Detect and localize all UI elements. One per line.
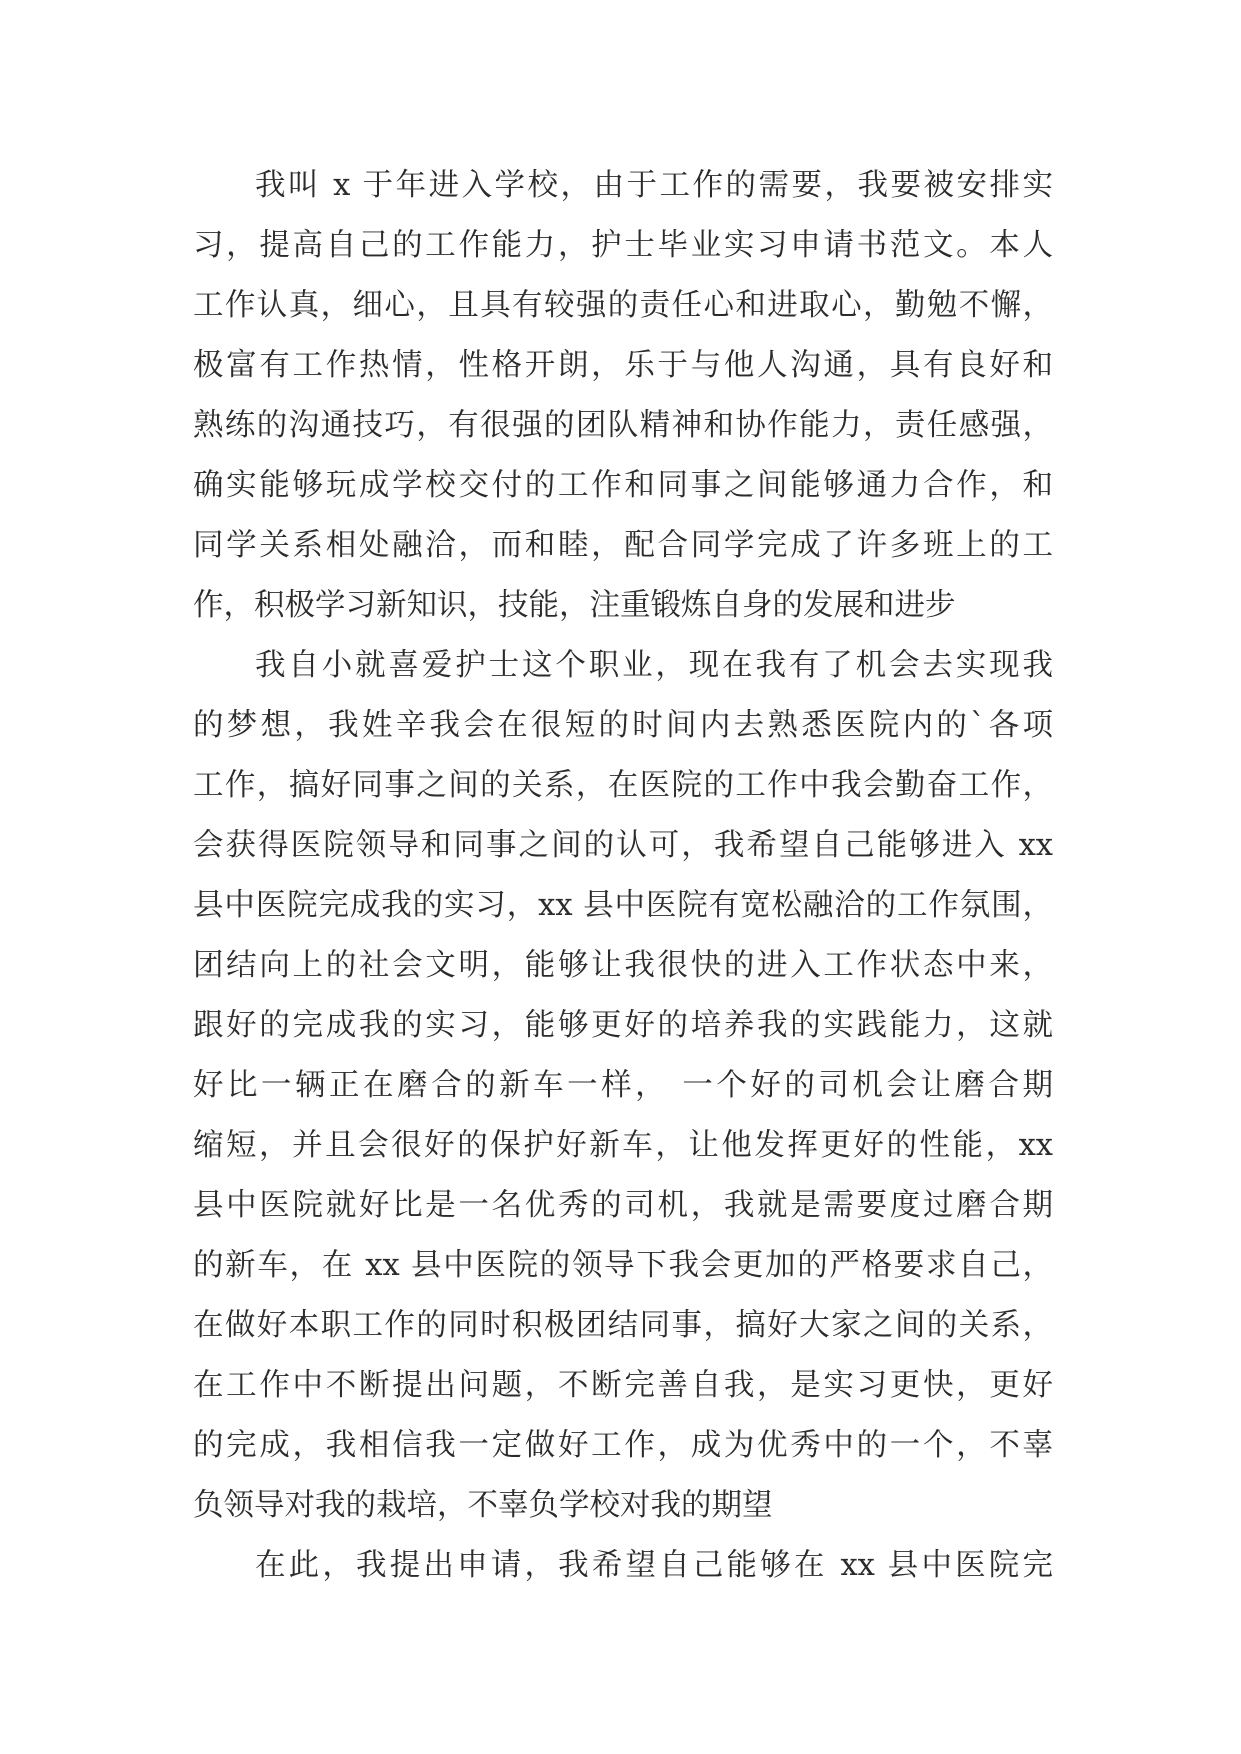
- paragraph-2-line-6: 团结向上的社会文明，能够让我很快的进入工作状态中来，: [193, 948, 1053, 983]
- paragraph-1-line-6: 确实能够玩成学校交付的工作和同事之间能够通力合作，和: [193, 468, 1053, 503]
- paragraph-2-line-4: 会获得医院领导和同事之间的认可，我希望自己能够进入 xx: [193, 828, 1053, 863]
- paragraph-2-line-9: 缩短，并且会很好的保护好新车，让他发挥更好的性能，xx: [193, 1128, 1053, 1163]
- paragraph-1-line-1: 我叫 x 于年进入学校，由于工作的需要，我要被安排实: [255, 168, 1053, 203]
- paragraph-2-line-3: 工作，搞好同事之间的关系，在医院的工作中我会勤奋工作，: [193, 768, 1053, 803]
- paragraph-2-line-5: 县中医院完成我的实习，xx 县中医院有宽松融洽的工作氛围，: [193, 888, 1053, 923]
- paragraph-2-line-11: 的新车，在 xx 县中医院的领导下我会更加的严格要求自己，: [193, 1248, 1053, 1283]
- paragraph-1-line-8: 作，积极学习新知识，技能，注重锻炼自身的发展和进步: [193, 588, 956, 623]
- paragraph-2-line-15: 负领导对我的栽培，不辜负学校对我的期望: [193, 1488, 773, 1523]
- paragraph-2-line-8: 好比一辆正在磨合的新车一样， 一个好的司机会让磨合期: [193, 1068, 1053, 1103]
- paragraph-2-line-13: 在工作中不断提出问题，不断完善自我，是实习更快，更好: [193, 1368, 1053, 1403]
- paragraph-1-line-3: 工作认真，细心，且具有较强的责任心和进取心，勤勉不懈，: [193, 288, 1053, 323]
- paragraph-2-line-12: 在做好本职工作的同时积极团结同事，搞好大家之间的关系，: [193, 1308, 1053, 1343]
- paragraph-2-line-2: 的梦想，我姓辛我会在很短的时间内去熟悉医院内的`各项: [193, 708, 1053, 743]
- paragraph-1-line-4: 极富有工作热情，性格开朗，乐于与他人沟通，具有良好和: [193, 348, 1053, 383]
- paragraph-3-line-1: 在此，我提出申请，我希望自己能够在 xx 县中医院完: [255, 1548, 1053, 1583]
- paragraph-2-line-10: 县中医院就好比是一名优秀的司机，我就是需要度过磨合期: [193, 1188, 1053, 1223]
- paragraph-1-line-7: 同学关系相处融洽，而和睦，配合同学完成了许多班上的工: [193, 528, 1053, 563]
- paragraph-2-line-7: 跟好的完成我的实习，能够更好的培养我的实践能力，这就: [193, 1008, 1053, 1043]
- paragraph-2-line-1: 我自小就喜爱护士这个职业，现在我有了机会去实现我: [255, 648, 1053, 683]
- paragraph-2-line-14: 的完成，我相信我一定做好工作，成为优秀中的一个，不辜: [193, 1428, 1053, 1463]
- paragraph-1-line-5: 熟练的沟通技巧，有很强的团队精神和协作能力，责任感强，: [193, 408, 1053, 443]
- document-body: [193, 156, 1053, 1596]
- paragraph-1-line-2: 习，提高自己的工作能力，护士毕业实习申请书范文。本人: [193, 228, 1053, 263]
